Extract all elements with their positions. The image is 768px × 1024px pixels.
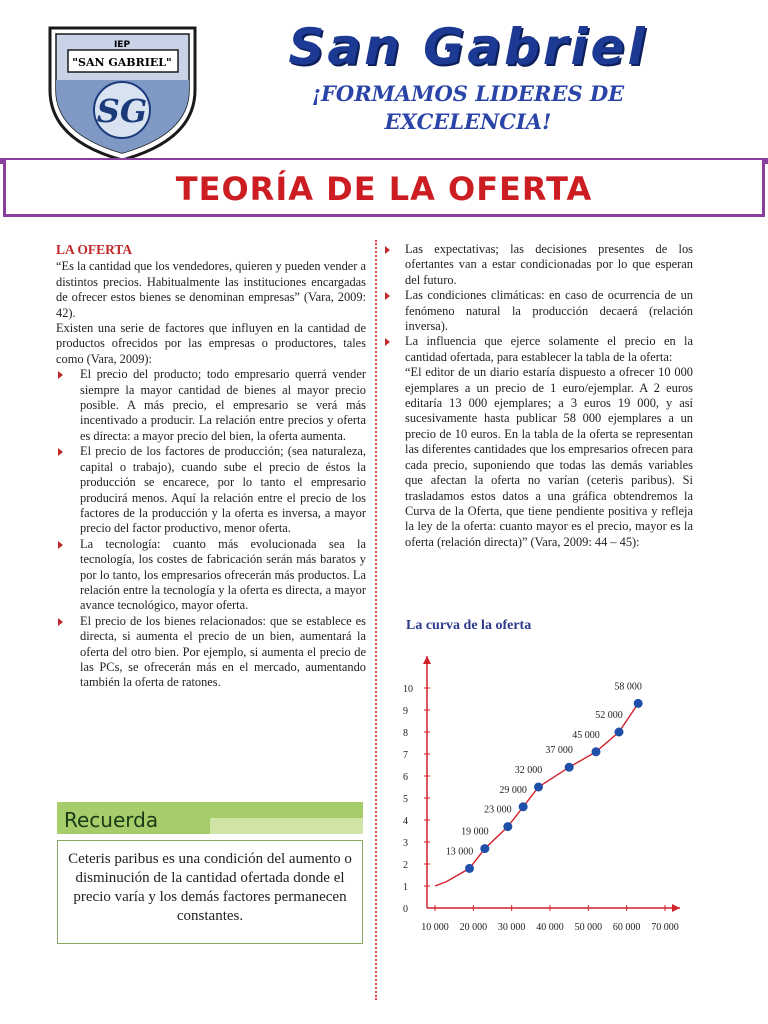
data-point [534, 783, 543, 792]
bullet-arrow-icon [58, 541, 63, 549]
point-label: 23 000 [484, 804, 512, 816]
y-tick-label: 9 [403, 706, 408, 717]
x-tick-label: 40 000 [536, 922, 564, 933]
x-tick-label: 70 000 [651, 922, 679, 933]
recuerda-label: Recuerda [64, 808, 159, 832]
point-label: 32 000 [514, 765, 543, 776]
data-point [565, 763, 574, 772]
x-axis-arrow-icon [672, 904, 680, 912]
factor-item [383, 242, 693, 288]
factor-list [56, 367, 366, 691]
left-column [56, 242, 366, 691]
y-tick-label: 6 [403, 772, 408, 783]
factor-item [383, 288, 693, 334]
curve-title: La curva de la oferta [406, 618, 532, 633]
bullet-arrow-icon [58, 371, 63, 379]
factor-text: El precio de los factores de producción; (sea naturaleza, capital o trabajo), cuando sube el precio de éstos la producción se encarece, por lo tanto el empresario producirá menos. Aquí la relación entre el precio de los factores de la producción y la oferta es inversa, a mayor precio del factor productivo, menor oferta. [80, 444, 366, 536]
data-point [519, 802, 528, 811]
x-tick-label: 30 000 [497, 922, 526, 933]
definition-quote: “Es la cantidad que los vendedores, quieren y pueden vender a distintos precios. Habitualmente las instituciones encargadas de ofrecer estos bienes se denominan empresas” (Vara, 2009: 42). [56, 259, 366, 320]
point-label: 58 000 [614, 681, 642, 693]
factor-list-continued [383, 242, 693, 365]
y-tick-label: 5 [403, 794, 408, 805]
x-tick-label: 60 000 [612, 922, 641, 933]
editor-example-quote: “El editor de un diario estaría dispuesto a ofrecer 10 000 ejemplares a un precio de 1 euro/ejemplar. A 2 euros editaría 13 000 ejemplares; a 3 euros 19 000, y así sucesivamente hasta publicar 58 000 ejemplares a un precio de 10 euros. En la tabla de la oferta se representan las diferentes cantidades que los empresarios ofrecen para cada precio, suponiendo que todas las demás variables que afectan la oferta no varían (ceteris paribus). Si trasladamos estos datos a una gráfica obtendremos la Curva de la Oferta, que tiene pendiente positiva y refleja la ley de la oferta: cuanto mayor es el precio, mayor es la oferta (relación directa)” (Vara, 2009: 44 – 45): [405, 365, 693, 549]
recuerda-text: Ceteris paribus es una condición del aumento o disminución de la cantidad ofertada donde el precio varía y los demás factores permanecen constantes. [68, 851, 352, 924]
factor-item [383, 334, 693, 365]
y-tick-label: 0 [403, 904, 408, 915]
x-tick-label: 50 000 [574, 922, 603, 933]
x-tick-label: 20 000 [459, 922, 488, 933]
factor-item [56, 537, 366, 614]
y-tick-label: 2 [403, 860, 408, 871]
factor-item [56, 614, 366, 691]
supply-curve-chart [380, 648, 690, 938]
factor-text: Las condiciones climáticas: en caso de ocurrencia de un fenómeno natural la producción decaerá (relación inversa). [405, 288, 693, 334]
point-label: 37 000 [545, 745, 573, 757]
data-point [480, 844, 489, 853]
logo-monogram: SG [96, 92, 148, 130]
factor-item [56, 444, 366, 536]
column-divider [375, 240, 377, 1000]
logo-ring-text: IEP [113, 40, 131, 50]
point-label: 29 000 [499, 784, 527, 796]
factor-text: El precio del producto; todo empresario querrá vender siempre la mayor cantidad de bienes al mayor precio posible. A más precio, el empresario se verá más incentivado a producir. La relación entre precios y oferta es directa: a mayor precio del bien, la oferta aumenta. [80, 367, 366, 443]
data-point [503, 822, 512, 831]
data-point [592, 747, 601, 756]
factors-intro: Existen una serie de factores que influyen en la cantidad de productos ofrecidos por las empresas o productores, tales como (Vara, 2009): [56, 321, 366, 366]
school-logo [40, 20, 205, 165]
y-tick-label: 4 [403, 816, 408, 827]
y-axis-arrow-icon [423, 656, 431, 664]
point-label: 19 000 [461, 826, 489, 838]
school-motto: ¡FORMAMOS LIDERES DE EXCELENCIA! [311, 81, 625, 134]
logo-name-text: "SAN GABRIEL" [72, 56, 172, 69]
bullet-arrow-icon [385, 292, 390, 300]
page-title: TEORÍA DE LA OFERTA [175, 170, 593, 208]
factor-text: La tecnología: cuanto más evolucionada sea la tecnología, los costes de fabricación serán más baratos y por lo tanto, los empresarios ofrecerán más productos. La relación entre la tecnología y la oferta es directa, a mayor avance tecnológico, mayor oferta. [80, 536, 366, 613]
point-label: 13 000 [445, 846, 474, 858]
y-tick-label: 1 [403, 882, 408, 893]
bullet-arrow-icon [385, 338, 390, 346]
brand-name: San Gabriel [288, 18, 648, 76]
data-point [465, 864, 474, 873]
factor-text: El precio de los bienes relacionados: que se establece es directa, si aumenta el precio de un bien, aumentará la oferta del otro bien. Por ejemplo, si aumenta el precio de las PCs, se ofrecerán más en el mercado, aumentando también la oferta de ratones. [80, 613, 366, 690]
right-column [383, 242, 693, 550]
supply-curve-line [435, 703, 638, 886]
section-heading: LA OFERTA [56, 242, 133, 257]
y-tick-label: 8 [403, 728, 408, 739]
data-point [634, 699, 643, 708]
x-tick-label: 10 000 [421, 922, 449, 933]
point-label: 52 000 [595, 710, 623, 721]
y-tick-label: 7 [403, 750, 408, 761]
factor-text: La influencia que ejerce solamente el precio en la cantidad ofertada, para establecer la tabla de la oferta: [405, 334, 693, 364]
bullet-arrow-icon [58, 618, 63, 626]
y-tick-label: 10 [403, 684, 413, 695]
bullet-arrow-icon [385, 246, 390, 254]
bullet-arrow-icon [58, 448, 63, 456]
data-point [615, 728, 624, 737]
factor-item [56, 367, 366, 444]
recuerda-header-accent [210, 818, 363, 834]
factor-text: Las expectativas; las decisiones presentes de los ofertantes van a estar condicionadas por lo que esperan del futuro. [405, 242, 693, 287]
y-tick-label: 3 [403, 838, 408, 849]
point-label: 45 000 [572, 729, 600, 741]
